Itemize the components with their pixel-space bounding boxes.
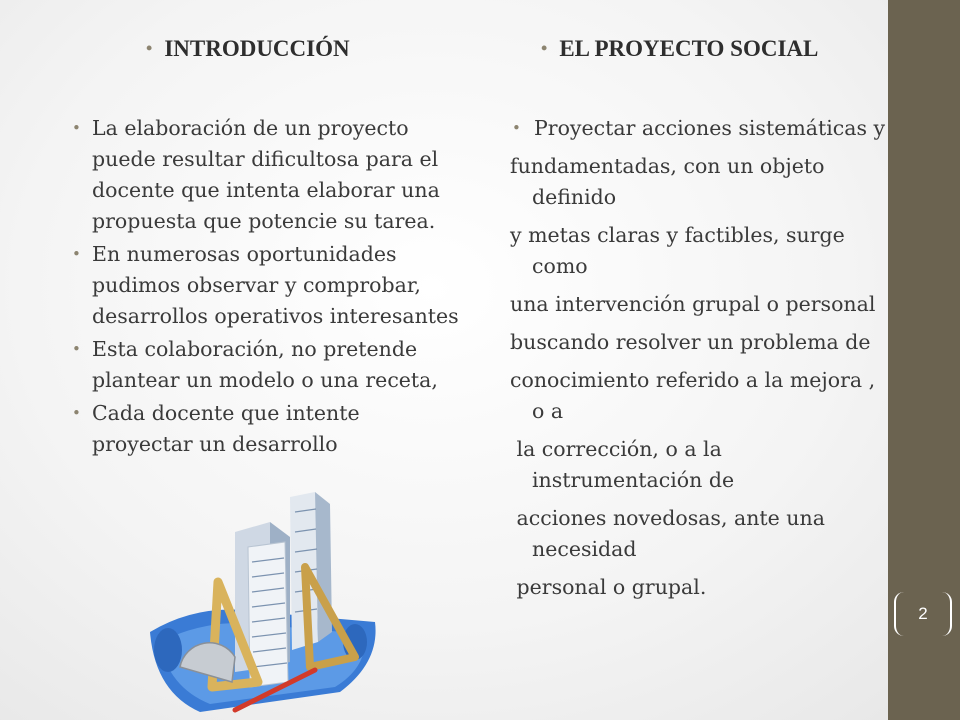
text-line: conocimiento referido a la mejora , [510, 368, 876, 392]
text-line: buscando resolver un problema de [510, 330, 871, 354]
text-line [510, 113, 890, 144]
page-number: 2 [918, 604, 928, 623]
text-line: la corrección, o a la [510, 437, 722, 461]
right-column-body [510, 113, 890, 603]
bullet-icon: • [512, 119, 521, 137]
right-heading [541, 36, 818, 62]
text-line: Cada docente que intente [92, 401, 360, 425]
text-line: plantear un modelo o una receta, [92, 368, 438, 392]
text-line: o a [532, 399, 564, 423]
text-line: docente que intenta elaborar una [92, 178, 440, 202]
left-heading [146, 36, 350, 62]
text-line: y metas claras y factibles, surge [510, 223, 845, 247]
blueprint-roll [154, 628, 182, 672]
text-line: definido [532, 185, 617, 209]
bullet-icon: • [72, 119, 81, 137]
text-line: una intervención grupal o personal [510, 292, 876, 316]
bullet-icon: • [146, 38, 153, 58]
text-line: propuesta que potencie su tarea. [92, 209, 436, 233]
left-bullet-item [72, 239, 472, 332]
text-line: La elaboración de un proyecto [92, 116, 409, 140]
text-line: fundamentadas, con un objeto [510, 154, 825, 178]
left-heading-text: INTRODUCCIÓN [164, 36, 350, 61]
bullet-icon: • [541, 38, 548, 58]
text-line: personal o grupal. [510, 575, 707, 599]
text-line: desarrollos operativos interesantes [92, 304, 459, 328]
bullet-icon: • [72, 404, 81, 422]
text-line: En numerosas oportunidades [92, 242, 397, 266]
text-line: proyectar un desarrollo [92, 432, 338, 456]
text-line: Esta colaboración, no pretende [92, 337, 418, 361]
right-heading-text: EL PROYECTO SOCIAL [559, 36, 819, 61]
text-span: Proyectar acciones sistemáticas y [534, 116, 886, 140]
left-bullet-item [72, 113, 472, 237]
text-line: acciones novedosas, ante una [510, 506, 825, 530]
bullet-icon: • [72, 245, 81, 263]
text-line: puede resultar dificultosa para el [92, 147, 439, 171]
bullet-icon: • [72, 340, 81, 358]
text-line: pudimos observar y comprobar, [92, 273, 421, 297]
left-bullet-item [72, 334, 472, 396]
left-bullet-item [72, 398, 472, 460]
text-line: instrumentación de [532, 468, 735, 492]
text-line: como [532, 254, 588, 278]
page-number-box [894, 592, 952, 636]
text-line: necesidad [532, 537, 637, 561]
left-column-body [72, 113, 472, 462]
buildings-blueprint-clipart [140, 492, 385, 717]
